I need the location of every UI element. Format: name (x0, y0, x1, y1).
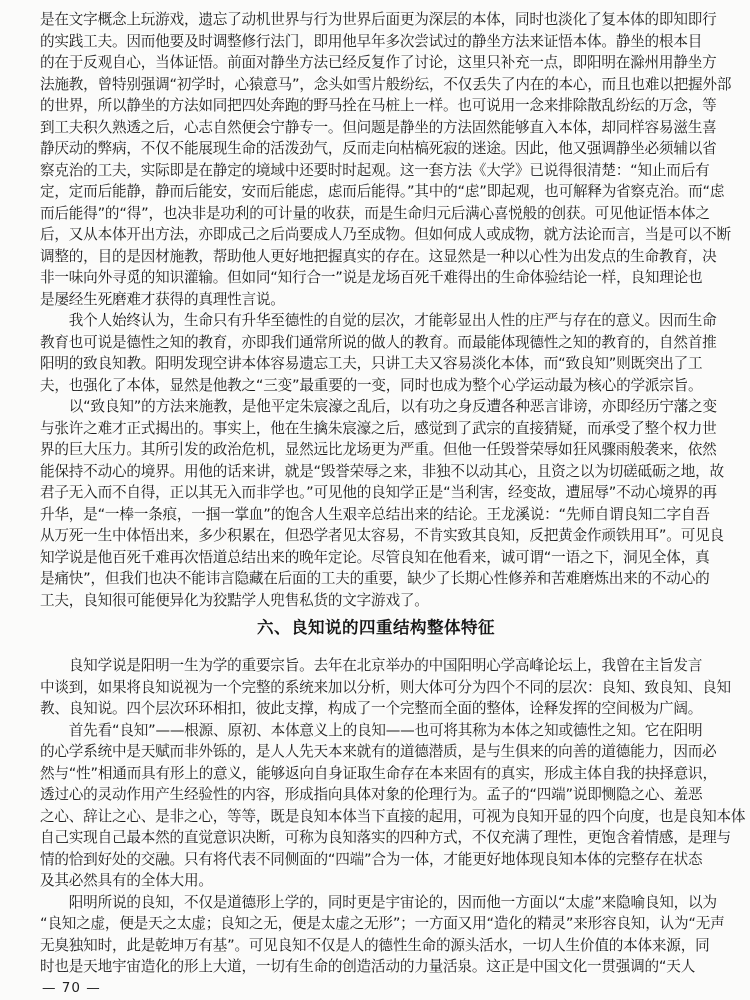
text-line: 时也是天地宇宙造化的形上大道，一切有生命的创造活动的力量活泉。这正是中国文化一贯强调的“天人 (40, 958, 696, 975)
text-line: 教、良知说。四个层次环环相扣，彼此支撑，构成了一个完整而全面的整体，诠释发挥的空间极为广阔。 (40, 700, 703, 717)
text-line: 透过心的灵动作用产生经验性的内容，形成指向具体对象的伦理行为。孟子的“四端”说即恻隐之心、羞恶 (40, 786, 703, 803)
text-line: 情的恰到好处的交融。只有将代表不同侧面的“四端”合为一体，才能更好地体现良知本体的完整存在状态 (40, 850, 703, 868)
text-line: 静厌动的弊病，不仅不能展现生命的活泼劲气，反而走向枯槁死寂的迷途。因此，他又强调静坐必须辅以省 (40, 140, 717, 157)
text-line: 的世界，所以静坐的方法如同把四处奔跑的野马拴在马桩上一样。也可说用一念来排除散乱纷纭的万念，等 (40, 97, 717, 114)
text-line: 从万死一生中体悟出来，多少积累在，但恐学者见太容易，不肯实致其良知，反把黄金作顽铁用耳”。可见良 (40, 527, 724, 544)
text-line: 阳明所说的良知，不仅是道德形上学的，同时更是宇宙论的，因而他一方面以“太虚”来隐喻良知，以为 (40, 893, 717, 911)
text-line: 而后能得”的“得”，也决非是功利的可计量的收获，而是生命归元后满心喜悦般的创获。可见他证悟本体之 (40, 204, 710, 222)
text-line: 工夫，良知很可能便异化为狡黠学人兜售私货的文字游戏了。 (40, 591, 429, 609)
text-line: 首先看“良知”——根源、原初、本体意义上的良知——也可将其称为本体之知或德性之知。它在阳明 (40, 721, 703, 739)
text-line: 调整的，目的是因材施教，帮助他人更好地把握真实的存在。这显然是一种以心性为出发点的生命教育，决 (40, 247, 717, 265)
text-line: 我个人始终认为，生命只有升华至德性的自觉的层次，才能彰显出人性的庄严与存在的意义。因而生命 (40, 312, 717, 329)
text-line: 阳明的致良知教。阳明发现空讲本体容易遗忘工夫，只讲工夫又容易淡化本体，而“致良知”则既突出了工 (40, 355, 703, 372)
text-line: 无臭独知时，此是乾坤万有基”。可见良知不仅是人的德性生命的源头活水，一切人生价值的本体来源，同 (40, 936, 710, 954)
section-heading: 六、良知说的四重结构整体特征 (257, 618, 495, 637)
text-line: 良知学说是阳明一生为学的重要宗旨。去年在北京举办的中国阳明心学高峰论坛上，我曾在主旨发言 (40, 657, 703, 674)
text-line: 夫，也强化了本体，显然是他教之“三变”最重要的一变，同时也成为整个心学运动最为核心的学派宗旨。 (40, 376, 703, 394)
text-line: 后，又从本体开出方法，亦即成己之后尚要成人乃至成物。但如何成人或成物，就方法论而言，当是可以不断 (40, 226, 731, 243)
text-line: 非一味向外寻觅的知识灌输。但如同“知行合一”说是龙场百死千难得出的生命体验结论一样，良知理论也 (40, 269, 703, 286)
text-line: 察克治的工夫，实际即是在静定的境域中还要时时起观。这一套方法《大学》已说得很清楚：“知止而后有 (40, 161, 710, 179)
text-line: 以“致良知”的方法来施教，是他平定朱宸濠之乱后，以有功之身反遭各种恶言诽谤，亦即经历宁藩之变 (40, 398, 717, 415)
text-line: 是痛快”，但我们也决不能讳言隐藏在后面的工夫的重要，缺少了长期心性修养和苦难磨炼出来的不动心的 (40, 570, 710, 587)
text-line: 界的巨大压力。其所引发的政治危机，显然远比龙场更为严重。但他一任毁誉荣辱如狂风骤雨般袭来，依然 (40, 441, 717, 458)
text-line: 的心学系统中是天赋而非外铄的，是人人先天本来就有的道德潜质，是与生俱来的向善的道德能力，因而必 (40, 743, 717, 760)
page-number: — 70 — (42, 979, 101, 996)
text-line: 的实践工夫。因而他要及时调整修行法门，即用他早年多次尝试过的静坐方法来证悟本体。静坐的根本目 (40, 32, 703, 50)
text-line: 法施教，曾特别强调“初学时，心猿意马”，念头如雪片般纷纭，不仅丢失了内在的本心，而且也难以把握外部 (40, 75, 732, 93)
text-line: 中谈到，如果将良知说视为一个完整的系统来加以分析，则大体可分为四个不同的层次：良知、致良知、良知 (40, 678, 731, 696)
text-line: 是屡经生死磨难才获得的真理性言说。 (40, 290, 285, 308)
body-text-top (40, 9, 732, 611)
text-line: “良知之虚，便是天之太虚；良知之无，便是太虚之无形”；一方面又用“造化的精灵”来形容良知，认为“无声 (40, 915, 725, 932)
text-line: 及其必然具有的全体大用。 (40, 872, 213, 889)
text-line: 与张许之难才正式揭出的。事实上，他在生擒朱宸濠之后，感觉到了武宗的直接猜疑，而承受了整个权力世 (40, 419, 717, 437)
text-line: 教育也可说是德性之知的教育，亦即我们通常所说的做人的教育。而最能体现德性之知的教育的，自然首推 (40, 333, 717, 351)
text-line: 君子无入而不自得，正以其无入而非学也。”可见他的良知学正是“当利害，经变故，遭屈辱”不动心境界的再 (40, 484, 717, 501)
text-line: 升华，是“一棒一条痕，一掴一掌血”的饱含人生艰辛总结出来的结论。王龙溪说：“先师自谓良知二字自吾 (40, 505, 710, 523)
text-line: 是在文字概念上玩游戏，遗忘了动机世界与行为世界后面更为深层的本体，同时也淡化了复本体的即知即行 (40, 11, 717, 28)
text-line: 能保持不动心的境界。用他的话来讲，就是“毁誉荣辱之来，非独不以动其心，且资之以为切磋砥砺之地，故 (40, 462, 724, 480)
text-line: 之心、辞让之心、是非之心，等等，既是良知本体当下直接的起用，可视为良知开显的四个向度，也是良知本体 (40, 807, 746, 825)
text-line: 的在于反观自心，当体证悟。前面对静坐方法已经反复作了讨论，这里只补充一点，即阳明在滁州用静坐方 (40, 54, 717, 71)
text-line: 然与“性”相通而具有形上的意义，能够返向自身证取生命存在本来固有的真实，形成主体自我的抉择意识， (40, 764, 717, 782)
body-text-bottom (40, 655, 746, 978)
page-content (40, 9, 746, 997)
text-line: 自己实现自己最本然的直觉意识决断，可称为良知落实的四种方式，不仅充满了理性，更饱含着情感，是理与 (40, 829, 731, 846)
text-line: 定，定而后能静，静而后能安，安而后能虑，虑而后能得。”其中的“虑”即起观，也可解释为省察克治。而“虑 (40, 183, 725, 200)
text-line: 到工夫积久熟透之后，心志自然便会宁静专一。但问题是静坐的方法固然能够直入本体，却同样容易滋生喜 (40, 118, 717, 136)
text-line: 知学说是他百死千难再次悟道总结出来的晚年定论。尽管良知在他看来，诚可谓“一语之下，洞见全体，真 (40, 548, 710, 566)
